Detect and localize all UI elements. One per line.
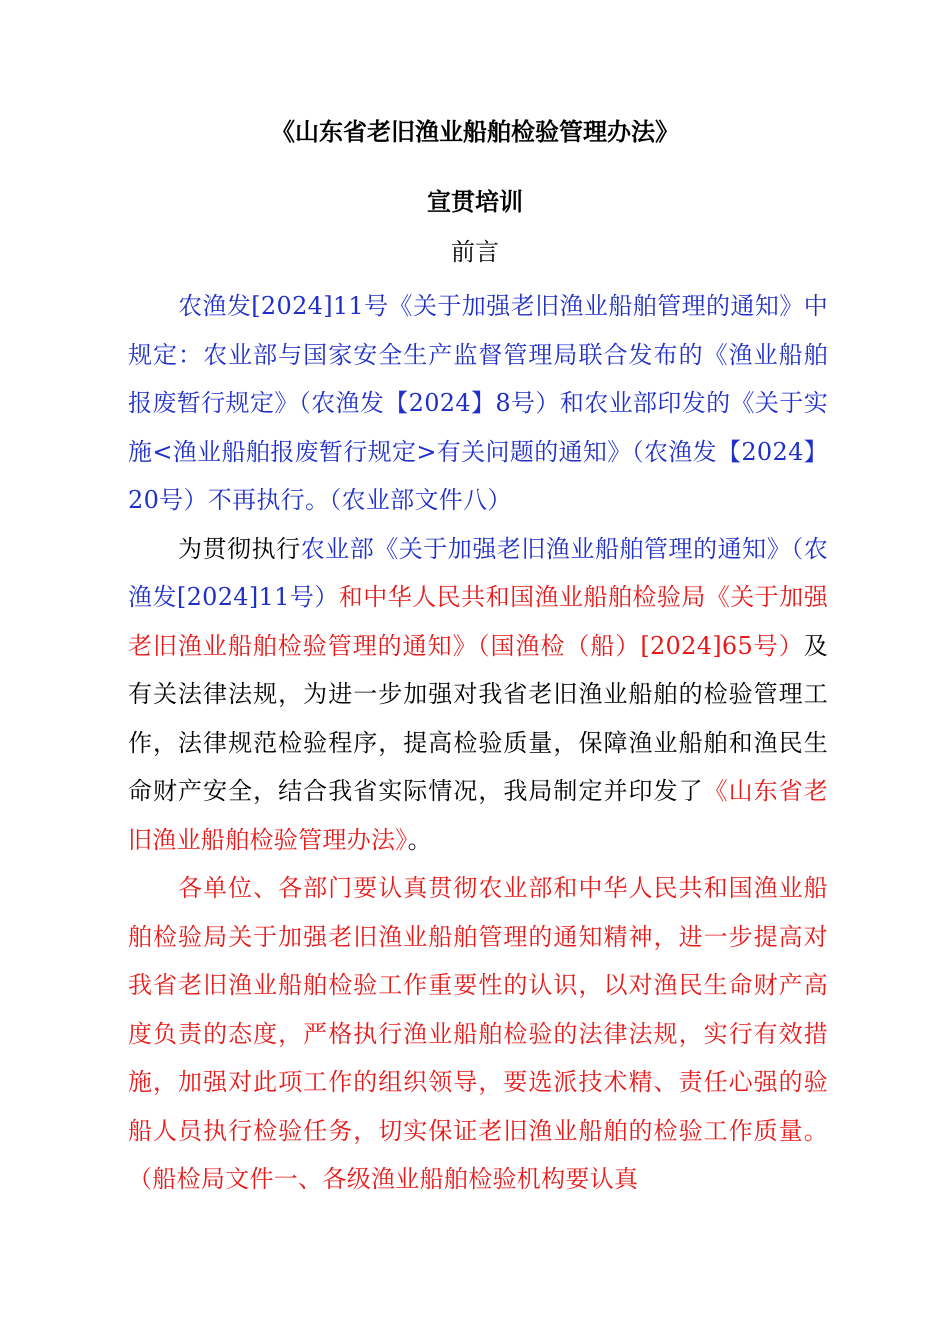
document-title: 《山东省老旧渔业船舶检验管理办法》 [271, 117, 679, 146]
preface-heading: 前言 [451, 238, 499, 266]
document-body [128, 282, 828, 1204]
paragraph-purpose-body: 及有关法律法规，为进一步加强对我省老旧渔业船舶的检验管理工作，法律规范检验程序，提高检验质量，保障渔业船舶和渔民生命财产安全，结合我省实际情况，我局制定并印发了 [128, 631, 828, 805]
paragraph-requirements: 各单位、各部门要认真贯彻农业部和中华人民共和国渔业船舶检验局关于加强老旧渔业船舶管理的通知精神，进一步提高对我省老旧渔业船舶检验工作重要性的认识，以对渔民生命财产高度负责的态度，严格执行渔业船舶检验的法律法规，实行有效措施，加强对此项工作的组织领导，要选派技术精、责任心强的验船人员执行检验任务，切实保证老旧渔业船舶的检验工作质量。（船检局文件一、各级渔业船舶检验机构要认真 [128, 874, 828, 1193]
document-subtitle: 宣贯培训 [427, 187, 523, 216]
measures-document-title: 《山东省老旧渔业船舶检验管理办法》 [128, 777, 828, 854]
paragraph-notice-reference: 农渔发[2024]11号《关于加强老旧渔业船舶管理的通知》中规定：农业部与国家安全生产监督管理局联合发布的《渔业船舶报废暂行规定》（农渔发【2024】8号）和农业部印发的《关于实施<渔业船舶报废暂行规定>有关问题的通知》（农渔发【2024】20号）不再执行。（农业部文件八） [128, 292, 828, 514]
paragraph-purpose [128, 525, 828, 865]
inspection-bureau-notice-reference: 和中华人民共和国渔业船舶检验局《关于加强老旧渔业船舶检验管理的通知》（国渔检（船）[2024]65号） [128, 583, 828, 660]
paragraph-purpose-intro: 为贯彻执行 [178, 534, 301, 563]
paragraph-purpose-end: 。 [407, 825, 432, 854]
ministry-notice-reference: 农业部《关于加强老旧渔业船舶管理的通知》（农渔发[2024]11号） [128, 534, 828, 611]
